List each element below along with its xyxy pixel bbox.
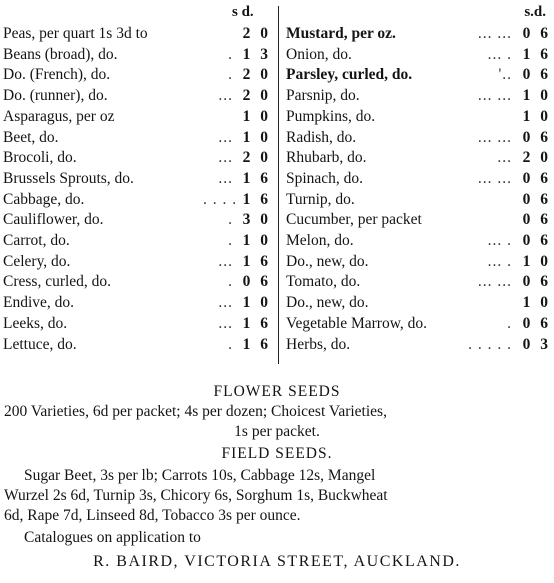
item-name: Brussels Sprouts, do.	[3, 169, 134, 187]
left-row	[3, 107, 273, 127]
left-row	[3, 272, 273, 292]
item-price: 1 6	[522, 45, 551, 63]
item-price: 0 6	[242, 273, 271, 291]
item-price: 0 6	[522, 190, 551, 208]
item-price: 1 0	[242, 294, 271, 312]
left-row	[3, 314, 273, 334]
item-name: Do. (runner), do.	[3, 87, 108, 105]
item-price: 0 6	[522, 128, 551, 146]
leader-dots: ...	[497, 149, 512, 167]
leader-dots: ...	[218, 149, 233, 167]
item-name: Endive, do.	[3, 294, 75, 312]
right-row	[286, 314, 551, 334]
field-seeds-line-3: 6d, Rape 7d, Linseed 8d, Tobacco 3s per ounce.	[4, 507, 301, 524]
right-row	[286, 210, 551, 230]
right-row	[286, 86, 551, 106]
item-name: Brocoli, do.	[3, 149, 77, 167]
flower-seeds-title: FLOWER SEEDS	[213, 383, 341, 400]
left-row	[3, 293, 273, 313]
item-price: 1 6	[242, 314, 271, 332]
left-row	[3, 210, 273, 230]
column-divider	[278, 6, 279, 364]
leader-dots: .	[507, 314, 512, 332]
leader-dots: ... ...	[477, 25, 512, 42]
item-name: Cauliflower, do.	[3, 211, 104, 229]
right-row	[286, 272, 551, 292]
leader-dots: ...	[218, 294, 233, 312]
item-price: 3 0	[242, 211, 271, 229]
item-name: Mustard, per oz.	[286, 25, 396, 42]
item-name: Radish, do.	[286, 128, 357, 146]
leader-dots: ... ...	[477, 128, 512, 146]
leader-dots: ... ...	[477, 87, 512, 105]
field-seeds-line-1: Sugar Beet, 3s per lb; Carrots 10s, Cabbage 12s, Mangel	[24, 467, 376, 484]
item-price: 1 0	[242, 128, 271, 146]
item-name: Turnip, do.	[286, 190, 355, 208]
item-price: 1 0	[242, 107, 271, 125]
item-name: Do. (French), do.	[3, 66, 111, 84]
flower-seeds-line-2: 1s per packet.	[234, 423, 320, 440]
leader-dots: ...	[218, 128, 233, 146]
item-price: 2 0	[242, 25, 271, 42]
left-row	[3, 128, 273, 148]
leader-dots: ...	[218, 314, 233, 332]
item-name: Tomato, do.	[286, 273, 361, 291]
item-price: 2 0	[242, 149, 271, 167]
item-name: Peas, per quart 1s 3d to	[3, 25, 148, 42]
right-row	[286, 65, 551, 85]
left-row	[3, 65, 273, 85]
item-name: Melon, do.	[286, 232, 354, 249]
item-name: Lettuce, do.	[3, 335, 77, 353]
leader-dots: .	[228, 45, 233, 63]
left-row	[3, 45, 273, 65]
right-row	[286, 107, 551, 127]
left-currency-header: s d.	[232, 4, 254, 20]
item-price: 2 0	[242, 66, 271, 84]
left-row	[3, 86, 273, 106]
item-name: Rhubarb, do.	[286, 149, 367, 167]
leader-dots: .	[228, 232, 233, 249]
right-row	[286, 169, 551, 189]
item-name: Beans (broad), do.	[3, 45, 118, 63]
leader-dots: ... .	[487, 45, 512, 63]
item-name: Do., new, do.	[286, 294, 369, 312]
item-price: 0 3	[522, 335, 551, 353]
item-name: Herbs, do.	[286, 335, 351, 353]
flower-seeds-line-1: 200 Varieties, 6d per packet; 4s per dozen; Choicest Varieties,	[4, 403, 387, 420]
leader-dots: ...	[218, 87, 233, 105]
item-name: Parsnip, do.	[286, 87, 360, 105]
item-price: 1 6	[242, 335, 271, 353]
item-name: Carrot, do.	[3, 232, 70, 249]
left-row	[3, 252, 273, 272]
left-row	[3, 231, 273, 251]
right-row	[286, 190, 551, 210]
right-row	[286, 45, 551, 65]
item-name: Celery, do.	[3, 252, 71, 270]
left-row	[3, 148, 273, 168]
right-currency-header: s.d.	[524, 4, 546, 20]
item-price: 2 0	[242, 87, 271, 105]
leader-dots: ... .	[487, 232, 512, 249]
item-price: 1 0	[522, 294, 551, 312]
leader-dots: . . . . .	[468, 335, 512, 353]
field-seeds-title: FIELD SEEDS.	[221, 445, 333, 462]
item-name: Parsley, curled, do.	[286, 66, 413, 84]
field-seeds-line-2: Wurzel 2s 6d, Turnip 3s, Chicory 6s, Sorghum 1s, Buckwheat	[4, 487, 388, 504]
item-price: 0 6	[522, 169, 551, 187]
item-name: Asparagus, per oz	[3, 107, 115, 125]
item-price: 1 0	[242, 232, 271, 249]
item-name: Onion, do.	[286, 45, 352, 63]
item-price: 2 0	[522, 149, 551, 167]
leader-dots: ... ...	[477, 169, 512, 187]
item-name: Cress, curled, do.	[3, 273, 112, 291]
leader-dots: .	[228, 335, 233, 353]
item-price: 1 6	[242, 252, 271, 270]
left-row	[3, 190, 273, 210]
item-price: 1 0	[522, 252, 551, 270]
leader-dots: .	[228, 66, 233, 84]
item-price: 0 6	[522, 25, 551, 42]
leader-dots: ... .	[487, 252, 512, 270]
item-name: Cabbage, do.	[3, 190, 85, 208]
right-row	[286, 24, 551, 44]
item-name: Spinach, do.	[286, 169, 364, 187]
right-row	[286, 231, 551, 251]
item-name: Cucumber, per packet	[286, 211, 422, 229]
leader-dots: ... ...	[477, 273, 512, 291]
item-price: 1 6	[242, 169, 271, 187]
left-row	[3, 335, 273, 355]
catalogue-note: Catalogues on application to	[24, 529, 201, 546]
right-row	[286, 293, 551, 313]
leader-dots: .	[228, 211, 233, 229]
leader-dots: ...	[218, 252, 233, 270]
item-price: 1 3	[242, 45, 271, 63]
leader-dots: ...	[218, 169, 233, 187]
leader-dots: .	[228, 273, 233, 291]
item-name: Vegetable Marrow, do.	[286, 314, 428, 332]
seller-address: R. BAIRD, VICTORIA STREET, AUCKLAND.	[93, 553, 461, 570]
item-price: 1 6	[242, 190, 271, 208]
left-row	[3, 24, 273, 44]
item-price: 0 6	[522, 314, 551, 332]
item-price: 0 6	[522, 273, 551, 291]
item-name: Pumpkins, do.	[286, 107, 376, 125]
right-row	[286, 252, 551, 272]
left-row	[3, 169, 273, 189]
leader-dots: '..	[498, 66, 512, 84]
right-row	[286, 148, 551, 168]
item-price: 1 0	[522, 87, 551, 105]
leader-dots: . . . .	[203, 190, 238, 208]
right-row	[286, 335, 551, 355]
item-name: Leeks, do.	[3, 314, 68, 332]
item-price: 0 6	[522, 211, 551, 229]
item-name: Do., new, do.	[286, 252, 369, 270]
item-price: 1 0	[522, 107, 551, 125]
item-price: 0 6	[522, 232, 551, 249]
item-name: Beet, do.	[3, 128, 59, 146]
item-price: 0 6	[522, 66, 551, 84]
right-row	[286, 128, 551, 148]
